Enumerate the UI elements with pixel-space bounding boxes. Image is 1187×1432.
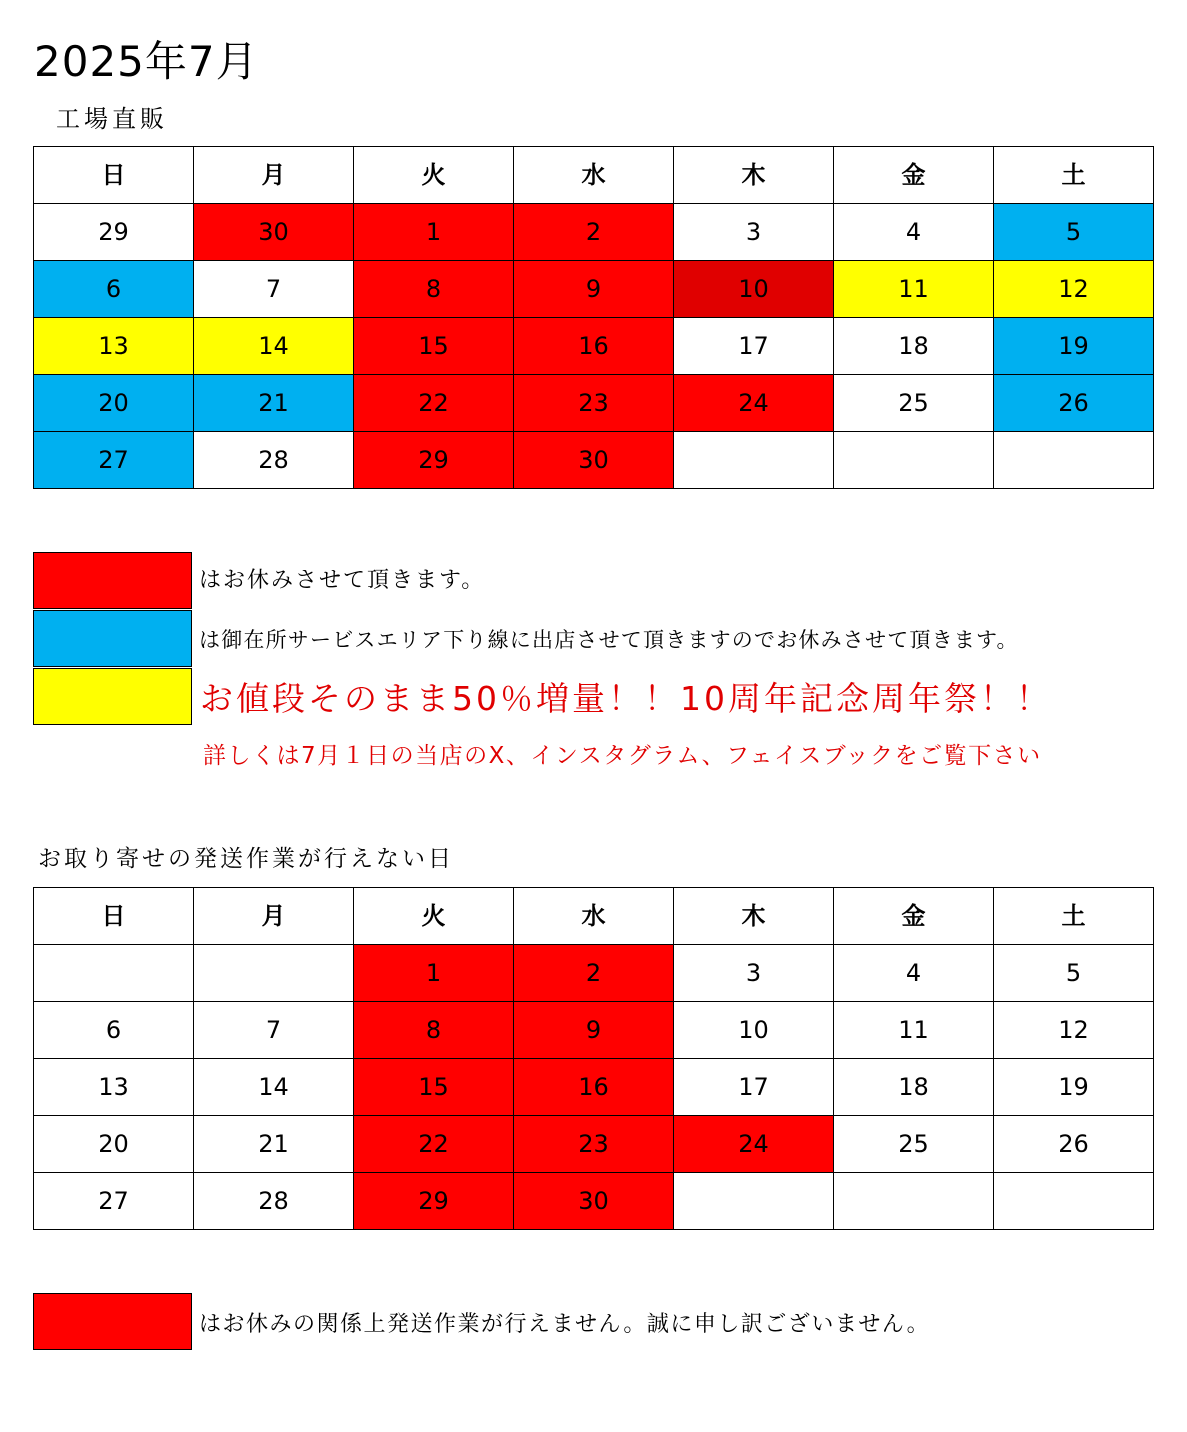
day-cell: 26 [994,1116,1154,1173]
week-row [34,945,1154,1002]
day-cell: 15 [354,1059,514,1116]
shipping-calendar-body [34,888,1154,1230]
day-cell [994,1173,1154,1230]
week-row [34,1059,1154,1116]
legend-swatch-blue [33,610,192,667]
day-cell [674,1173,834,1230]
day-cell: 29 [34,204,194,261]
page-title: 2025年7月 [34,37,259,86]
promo-headline: お値段そのまま50％増量！！10周年記念周年祭！！ [200,679,1052,718]
legend-swatch-red [33,552,192,609]
day-cell: 12 [994,1002,1154,1059]
day-cell: 23 [514,1116,674,1173]
day-cell: 17 [674,1059,834,1116]
week-row [34,261,1154,318]
day-cell: 12 [994,261,1154,318]
factory-calendar-body [34,147,1154,489]
day-cell: 30 [514,1173,674,1230]
day-cell: 5 [994,945,1154,1002]
day-cell: 19 [994,1059,1154,1116]
weekday-header: 月 [194,888,354,945]
week-row [34,1002,1154,1059]
weekday-header: 日 [34,888,194,945]
week-row [34,1173,1154,1230]
weekday-header-row [34,888,1154,945]
day-cell: 18 [834,1059,994,1116]
day-cell: 16 [514,318,674,375]
day-cell: 24 [674,375,834,432]
day-cell: 27 [34,432,194,489]
day-cell: 20 [34,1116,194,1173]
day-cell: 8 [354,261,514,318]
day-cell: 9 [514,1002,674,1059]
legend-text-closed: はお休みさせて頂きます。 [199,568,486,593]
legend-swatch-yellow [33,668,192,725]
day-cell: 28 [194,432,354,489]
day-cell: 14 [194,1059,354,1116]
day-cell: 6 [34,261,194,318]
promo-subtext: 詳しくは7月１日の当店のX、インスタグラム、フェイスブックをご覧下さい [203,743,1042,769]
day-cell [994,432,1154,489]
day-cell: 21 [194,1116,354,1173]
shipping-calendar [33,887,1154,1230]
day-cell: 25 [834,1116,994,1173]
weekday-header: 土 [994,147,1154,204]
day-cell: 17 [674,318,834,375]
weekday-header: 木 [674,888,834,945]
day-cell: 14 [194,318,354,375]
weekday-header-row [34,147,1154,204]
day-cell: 6 [34,1002,194,1059]
day-cell: 10 [674,1002,834,1059]
weekday-header: 土 [994,888,1154,945]
day-cell: 27 [34,1173,194,1230]
shipping-section-label: お取り寄せの発送作業が行えない日 [38,846,454,872]
week-row [34,432,1154,489]
shipping-legend-swatch-red [33,1293,192,1350]
day-cell: 7 [194,1002,354,1059]
week-row [34,318,1154,375]
weekday-header: 金 [834,888,994,945]
day-cell: 1 [354,945,514,1002]
weekday-header: 日 [34,147,194,204]
day-cell: 29 [354,432,514,489]
shipping-legend-text: はお休みの関係上発送作業が行えません。誠に申し訳ございません。 [199,1312,931,1337]
legend-text-service-area: は御在所サービスエリア下り線に出店させて頂きますのでお休みさせて頂きます。 [199,628,1019,652]
day-cell: 28 [194,1173,354,1230]
day-cell: 10 [674,261,834,318]
day-cell: 3 [674,945,834,1002]
weekday-header: 金 [834,147,994,204]
day-cell: 22 [354,375,514,432]
day-cell: 3 [674,204,834,261]
day-cell [834,1173,994,1230]
day-cell: 1 [354,204,514,261]
day-cell: 29 [354,1173,514,1230]
week-row [34,1116,1154,1173]
day-cell: 21 [194,375,354,432]
factory-calendar [33,146,1154,489]
week-row [34,204,1154,261]
day-cell: 22 [354,1116,514,1173]
weekday-header: 火 [354,147,514,204]
day-cell [34,945,194,1002]
day-cell: 7 [194,261,354,318]
day-cell: 26 [994,375,1154,432]
weekday-header: 水 [514,888,674,945]
day-cell [674,432,834,489]
day-cell: 9 [514,261,674,318]
weekday-header: 水 [514,147,674,204]
day-cell: 4 [834,204,994,261]
day-cell: 15 [354,318,514,375]
day-cell: 2 [514,204,674,261]
day-cell: 11 [834,1002,994,1059]
day-cell: 16 [514,1059,674,1116]
day-cell: 4 [834,945,994,1002]
day-cell: 13 [34,1059,194,1116]
day-cell: 11 [834,261,994,318]
weekday-header: 木 [674,147,834,204]
day-cell: 13 [34,318,194,375]
day-cell: 25 [834,375,994,432]
day-cell: 18 [834,318,994,375]
day-cell: 5 [994,204,1154,261]
day-cell: 30 [194,204,354,261]
day-cell: 2 [514,945,674,1002]
day-cell: 19 [994,318,1154,375]
weekday-header: 月 [194,147,354,204]
day-cell [194,945,354,1002]
day-cell: 8 [354,1002,514,1059]
day-cell: 20 [34,375,194,432]
day-cell: 24 [674,1116,834,1173]
weekday-header: 火 [354,888,514,945]
week-row [34,375,1154,432]
factory-section-label: 工場直販 [56,105,168,133]
day-cell: 23 [514,375,674,432]
day-cell: 30 [514,432,674,489]
day-cell [834,432,994,489]
